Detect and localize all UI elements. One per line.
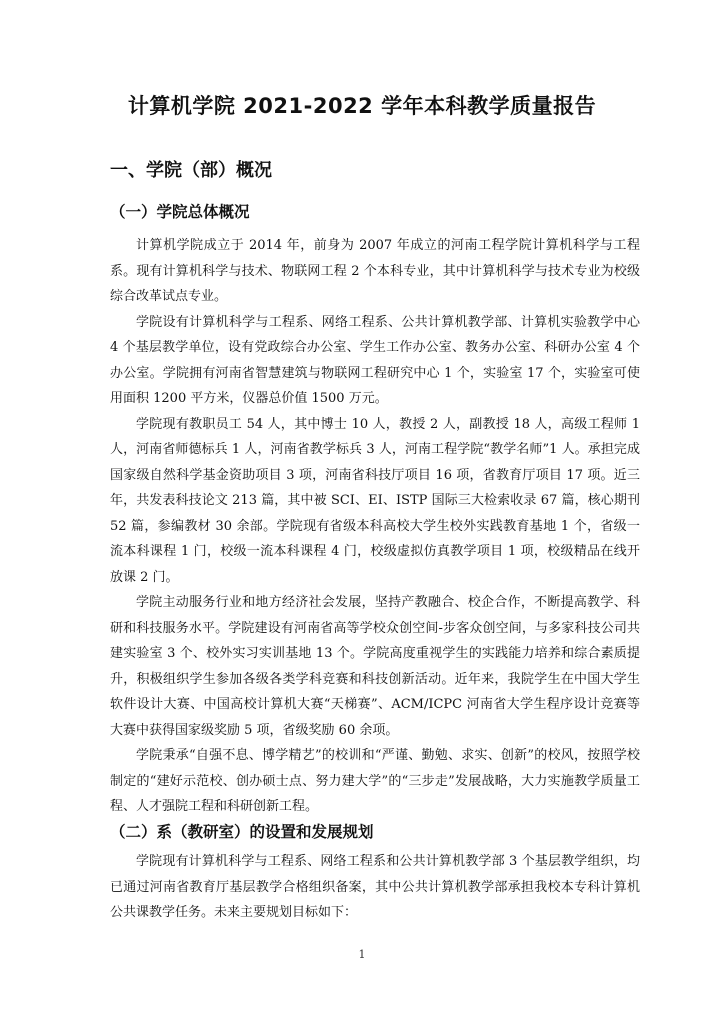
page-number: 1 — [358, 948, 366, 961]
subsection-body — [110, 849, 640, 926]
document-title: 计算机学院 2021-2022 学年本科教学质量报告 — [127, 94, 597, 118]
subsection-heading: （一）学院总体概况 — [110, 203, 250, 221]
paragraph: 学院现有教职员工 54 人，其中博士 10 人，教授 2 人，副教授 18 人，高级工程师 1 人，河南省师德标兵 1 人，河南省教学标兵 3 人，河南工程学院“教学名师”1 人。承担完成国家级自然科学基金资助项目 3 项，河南省科技厅项目 16 项，省教育厅项目 17 项。近三年，共发表科技论文 213 篇，其中被 SCI、EI、ISTP 国际三大检索收录 67 篇，核心期刊 52 篇，参编教材 30 余部。学院现有省级本科高校大学生校外实践教育基地 1 个，省级一流本科课程 1 门，校级一流本科课程 4 门，校级虚拟仿真教学项目 1 项，校级精品在线开放课 2 门。 — [110, 416, 640, 585]
paragraph: 学院现有计算机科学与工程系、网络工程系和公共计算机教学部 3 个基层教学组织，均已通过河南省教育厅基层教学合格组织备案，其中公共计算机教学部承担我校本专科计算机公共课教学任务。未来主要规划目标如下： — [110, 854, 640, 920]
paragraph: 学院主动服务行业和地方经济社会发展，坚持产教融合、校企合作，不断提高教学、科研和科技服务水平。学院建设有河南省高等学校众创空间-步客众创空间，与多家科技公司共建实验室 3 个、校外实习实训基地 13 个。学院高度重视学生的实践能力培养和综合素质提升，积极组织学生参加各级各类学科竞赛和科技创新活动。近年来，我院学生在中国大学生软件设计大赛、中国高校计算机大赛“天梯赛”、ACM/ICPC 河南省大学生程序设计竞赛等大赛中获得国家级奖励 5 项，省级奖励 60 余项。 — [110, 595, 640, 738]
subsection-body — [110, 233, 640, 820]
paragraph: 学院秉承“自强不息、博学精艺”的校训和“严谨、勤勉、求实、创新”的校风，按照学校制定的“建好示范校、创办硕士点、努力建大学”的“三步走”发展战略，大力实施教学质量工程、人才强院工程和科研创新工程。 — [110, 748, 640, 814]
paragraph: 计算机学院成立于 2014 年，前身为 2007 年成立的河南工程学院计算机科学与工程系。现有计算机科学与技术、物联网工程 2 个本科专业，其中计算机科学与技术专业为校级综合改革试点专业。 — [110, 238, 640, 304]
paragraph: 学院设有计算机科学与工程系、网络工程系、公共计算机教学部、计算机实验教学中心 4 个基层教学单位，设有党政综合办公室、学生工作办公室、教务办公室、科研办公室 4 个办公室。学院拥有河南省智慧建筑与物联网工程研究中心 1 个，实验室 17 个，实验室可使用面积 1200 平方米，仪器总价值 1500 万元。 — [110, 314, 640, 406]
section-heading: 一、学院（部）概况 — [110, 160, 272, 181]
subsection-heading: （二）系（教研室）的设置和发展规划 — [110, 823, 374, 841]
